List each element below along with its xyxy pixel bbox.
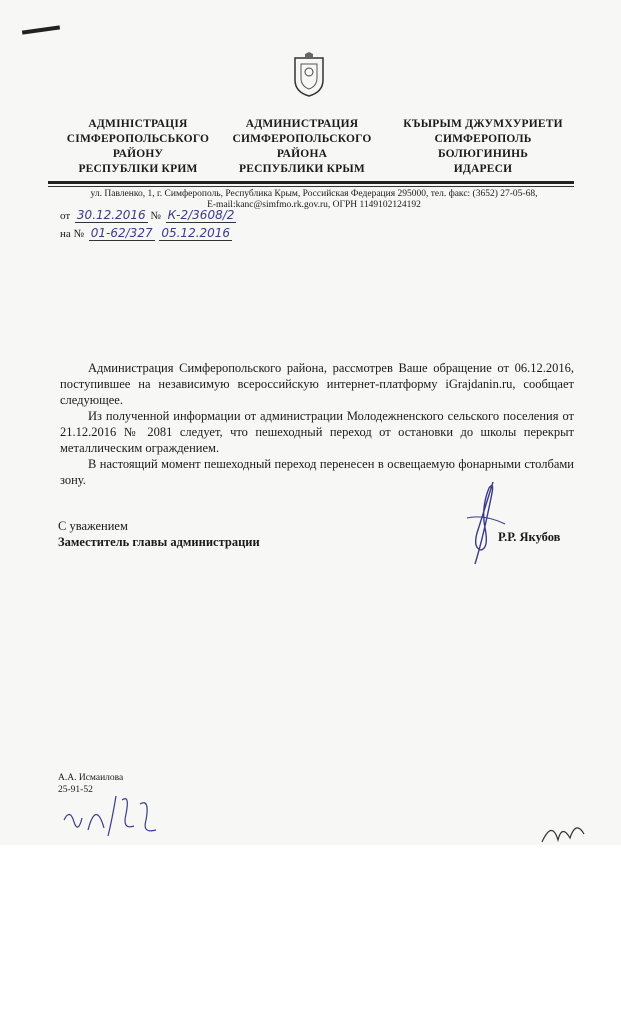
signer-name: Р.Р. Якубов — [498, 530, 561, 544]
header-line: СИМФЕРОПОЛЬСКОГО — [232, 133, 372, 145]
signer-position: Заместитель главы администрации — [58, 535, 260, 549]
header-divider-thin — [48, 186, 574, 187]
header-line: РЕСПУБЛІКИ КРИМ — [78, 163, 198, 175]
body-paragraph: Из полученной информации от администрации Молодежненского сельского поселения от 21.12.2016 № 2081 следует, что пешеходный переход от остановки до школы перекрыт металлическим ограждением. — [60, 409, 574, 455]
incoming-reference — [60, 226, 232, 240]
letter-body — [60, 360, 574, 488]
closing-regards: С уважением — [58, 519, 128, 533]
corner-mark — [22, 25, 60, 34]
handwritten-signature — [455, 478, 515, 568]
body-paragraph: Администрация Симферопольского района, рассмотрев Ваше обращение от 06.12.2016, поступившее на независимую всероссийскую интернет-платформу iGrajdanin.ru, сообщает следующее. — [60, 361, 574, 407]
handwritten-initials — [538, 816, 588, 846]
body-paragraph: В настоящий момент пешеходный переход перенесен в освещаемую фонарными столбами зону. — [60, 457, 574, 487]
header-russian — [212, 117, 392, 177]
header-line: КЪЫРЫМ ДЖУМХУРИЕТИ — [403, 118, 563, 130]
author-name: А.А. Исмаилова — [58, 773, 124, 783]
author-phone: 25-91-52 — [58, 785, 93, 795]
header-divider-thick — [48, 181, 574, 184]
header-ukrainian — [48, 117, 228, 177]
header-line: БОЛЮГИНИНЬ — [437, 148, 529, 160]
ref-from-label: от — [60, 210, 71, 222]
contact-address: ул. Павленко, 1, г. Симферополь, Республика Крым, Российская Федерация 295000, тел. факс: (3652) 27-05-68, — [90, 189, 538, 199]
header-line: АДМИНИСТРАЦИЯ — [245, 118, 359, 130]
header-line: ИДАРЕСИ — [453, 163, 513, 175]
ref-to-number: 01-62/327 — [90, 226, 153, 240]
outgoing-reference — [60, 208, 236, 222]
header-line: СИМФЕРОПОЛЬ — [434, 133, 532, 145]
contact-email: E-mail:kanc@simfmo.rk.gov.ru, ОГРН 1149102124192 — [207, 200, 421, 210]
ref-to-date: 05.12.2016 — [161, 226, 231, 240]
header-line: РАЙОНУ — [112, 148, 164, 160]
header-line: РЕСПУБЛИКИ КРЫМ — [239, 163, 365, 175]
closing-block — [58, 518, 260, 550]
header-line: РАЙОНА — [276, 148, 328, 160]
ref-from-date: 30.12.2016 — [76, 208, 146, 222]
header-line: АДМІНІСТРАЦІЯ — [88, 118, 188, 130]
header-crimean-tatar — [393, 117, 573, 177]
ref-to-label: на № — [60, 228, 85, 240]
ref-no-label: № — [150, 210, 161, 222]
header-line: СІМФЕРОПОЛЬСЬКОГО — [66, 133, 210, 145]
ref-from-number: К-2/3608/2 — [167, 208, 235, 222]
coat-of-arms-emblem — [291, 52, 327, 98]
handwritten-initials — [60, 790, 170, 840]
